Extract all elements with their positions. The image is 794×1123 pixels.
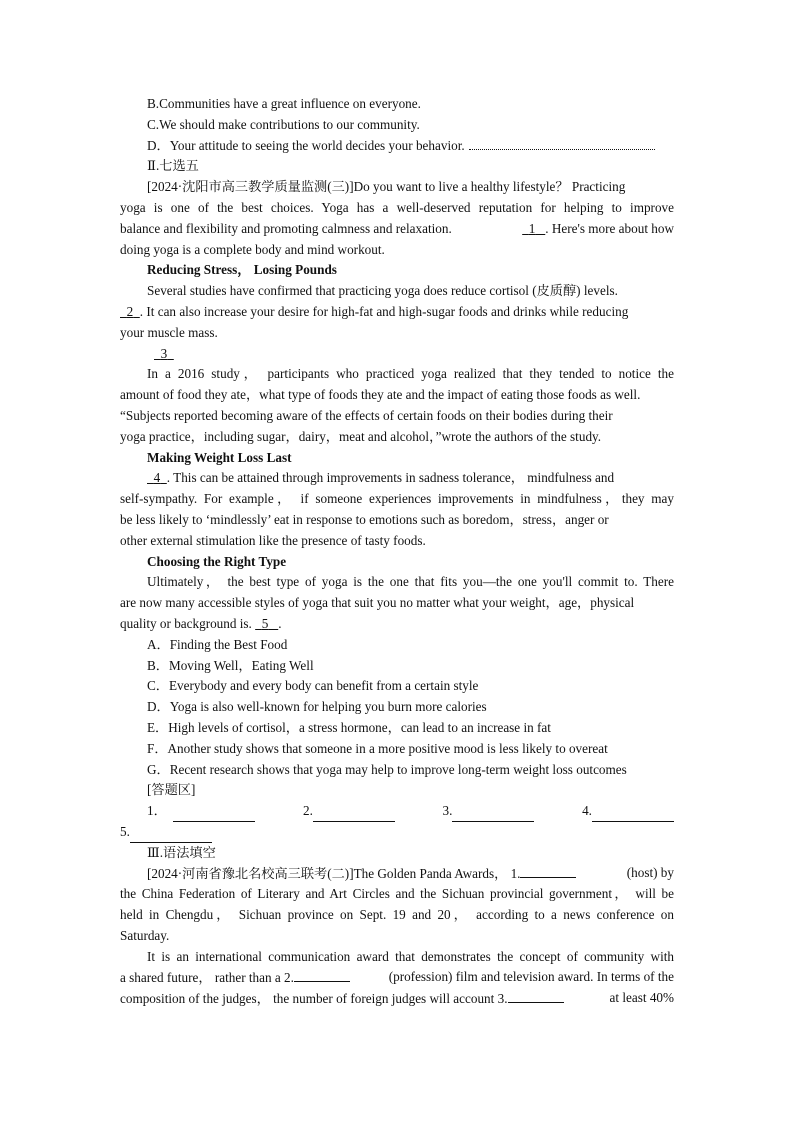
paragraph-line: balance and flexibility and promoting calmness and relaxation. 1 . Here's more about how xyxy=(120,220,674,236)
answer-slot-4[interactable]: 4. xyxy=(582,801,674,822)
blank-5: 5 xyxy=(261,615,269,631)
blank-3-line xyxy=(120,344,674,365)
paragraph-line: 4 . This can be attained through improvements in sadness tolerance， mindfulness and xyxy=(120,468,674,489)
answer-slot-3[interactable]: 3. xyxy=(443,801,535,822)
option-c: C.We should make contributions to our community. xyxy=(147,116,420,132)
paragraph-line: [2024·河南省豫北名校高三联考(二)]The Golden Panda Awards， 1. (host) by xyxy=(147,865,674,882)
document-page xyxy=(120,94,674,1009)
choice-option: C．Everybody and every body can benefit from a certain style xyxy=(147,678,479,694)
section-heading: Ⅱ.七选五 xyxy=(147,158,199,174)
paragraph-line: are now many accessible styles of yoga that suit you no matter what your weight，age，physical xyxy=(120,595,635,611)
paragraph-line: 2 . It can also increase your desire for high-fat and high-sugar foods and drinks while reducing xyxy=(120,302,674,323)
paragraph-line: amount of food they ate，what type of foods they ate and the impact of eating those foods as well. xyxy=(120,387,641,403)
blank-1: 1 xyxy=(528,220,536,236)
paragraph-line: Ultimately， the best type of yoga is the one that fits you—the one you'll commit to. There xyxy=(147,574,674,590)
blank-2: 2 xyxy=(126,303,134,319)
paragraph-line: other external stimulation like the presence of tasty foods. xyxy=(120,532,426,548)
subheading: Making Weight Loss Last xyxy=(147,449,292,465)
answer-slot-1[interactable]: 1． xyxy=(147,801,255,822)
answer-row xyxy=(120,801,674,822)
paragraph-line: doing yoga is a complete body and mind workout. xyxy=(120,241,385,257)
choice-option: A．Finding the Best Food xyxy=(147,636,288,652)
paragraph-line: held in Chengdu， Sichuan province on Sept. 19 and 20， according to a news conference on xyxy=(120,907,674,923)
choice-option: D．Yoga is also well-known for helping you burn more calories xyxy=(147,699,487,715)
paragraph-line: the China Federation of Literary and Art Circles and the Sichuan provincial government， will be xyxy=(120,886,674,902)
blank-3: 3 xyxy=(160,345,168,361)
paragraph-line: your muscle mass. xyxy=(120,324,218,340)
choice-option: E．High levels of cortisol，a stress hormone，can lead to an increase in fat xyxy=(147,719,551,735)
subheading: Choosing the Right Type xyxy=(147,553,287,569)
paragraph-line: quality or background is. 5 . xyxy=(120,615,282,631)
choice-option: G．Recent research shows that yoga may help to improve long-term weight loss outcomes xyxy=(147,761,627,777)
answer-slot-2[interactable]: 2. xyxy=(303,801,395,822)
answer-slot-5[interactable]: 5. xyxy=(120,822,212,843)
paragraph-line: “Subjects reported becoming aware of the effects of certain foods on their bodies during their xyxy=(120,407,613,423)
paragraph-line: [2024·沈阳市高三教学质量监测(三)]Do you want to live a healthy lifestyle？ Practicing xyxy=(147,179,626,195)
paragraph-line: Several studies have confirmed that practicing yoga does reduce cortisol (皮质醇) levels. xyxy=(147,283,618,299)
option-b: B.Communities have a great influence on everyone. xyxy=(147,96,421,111)
section-heading: Ⅲ.语法填空 xyxy=(147,844,216,860)
choice-option: F．Another study shows that someone in a more positive mood is less likely to overeat xyxy=(147,740,608,756)
paragraph-line: It is an international communication award that demonstrates the concept of community with xyxy=(147,948,674,964)
paragraph-line: self-sympathy. For example， if someone experiences improvements in mindfulness，they may xyxy=(120,491,674,507)
blank-4: 4 xyxy=(153,470,161,486)
subheading: Reducing Stress， Losing Pounds xyxy=(147,262,337,278)
paragraph-line: yoga practice，including sugar，dairy，meat and alcohol，”wrote the authors of the study. xyxy=(120,428,602,444)
answer-area-label: [答题区] xyxy=(147,782,196,798)
paragraph-line: be less likely to ‘mindlessly’ eat in response to emotions such as boredom，stress，anger or xyxy=(120,511,609,527)
paragraph-line: yoga is one of the best choices. Yoga has a well-deserved reputation for helping to improve xyxy=(120,199,674,215)
choice-option: B．Moving Well，Eating Well xyxy=(147,657,314,673)
paragraph-line: a shared future， rather than a 2. (profession) film and television award. In terms of the xyxy=(120,969,674,986)
paragraph-line: composition of the judges， the number of foreign judges will account 3. at least 40% xyxy=(120,990,674,1007)
paragraph-line: In a 2016 study， participants who practiced yoga realized that they tended to notice the xyxy=(147,366,674,382)
option-d: D．Your attitude to seeing the world decides your behavior. xyxy=(120,136,674,157)
answer-row xyxy=(120,822,674,843)
paragraph-line: Saturday. xyxy=(120,927,170,943)
